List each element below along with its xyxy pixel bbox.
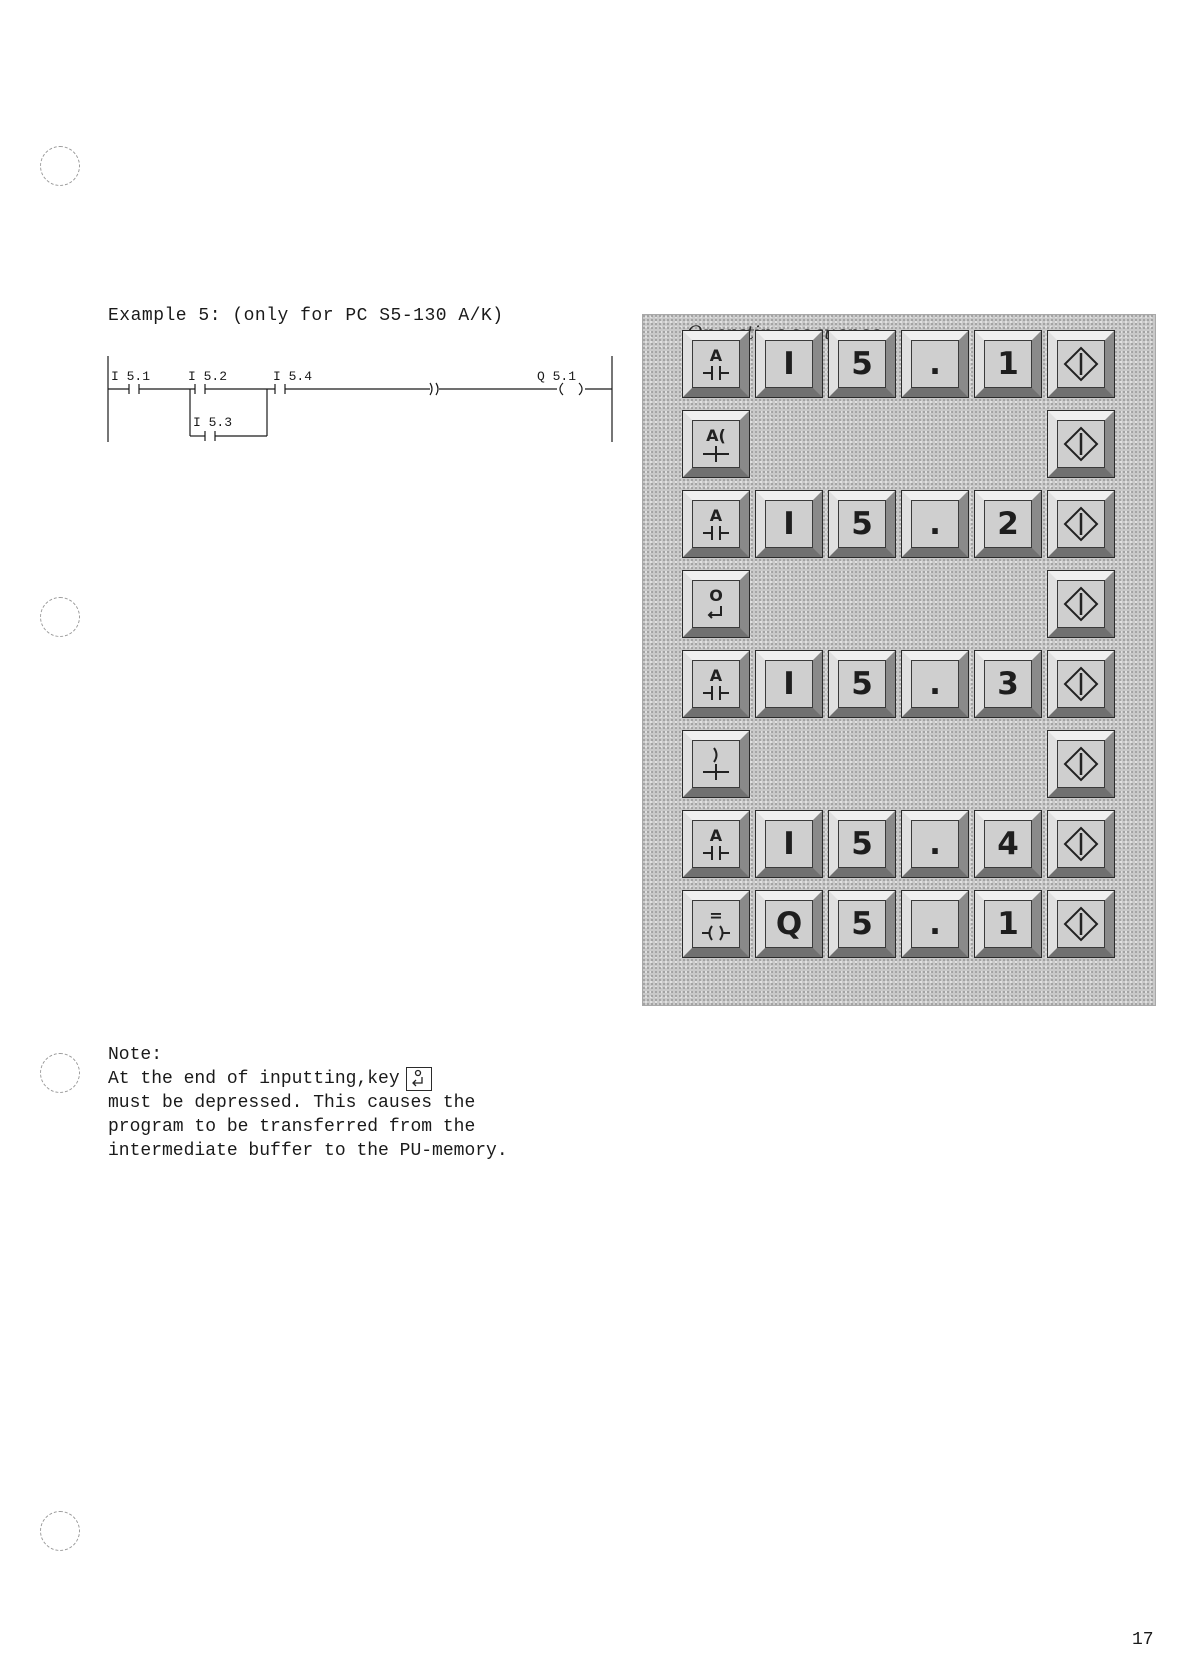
key-label: .	[911, 900, 959, 948]
key-label: I	[765, 660, 813, 708]
punch-hole	[40, 597, 80, 637]
key-row	[683, 731, 1123, 799]
note	[108, 1043, 508, 1163]
input-key[interactable]	[975, 811, 1041, 877]
operation-key[interactable]	[683, 491, 749, 557]
key-label: 4	[984, 820, 1032, 868]
key-row	[683, 651, 1123, 719]
key-label: I	[765, 340, 813, 388]
key-label: 2	[984, 500, 1032, 548]
enter-arrow-icon	[1057, 900, 1105, 948]
enter-key-icon	[406, 1067, 432, 1091]
input-key[interactable]	[756, 891, 822, 957]
key-label: 3	[984, 660, 1032, 708]
enter-key[interactable]	[1048, 731, 1114, 797]
operation-key[interactable]	[683, 651, 749, 717]
punch-hole	[40, 1053, 80, 1093]
enter-key[interactable]	[1048, 811, 1114, 877]
note-line: At the end of inputting,key	[108, 1069, 400, 1089]
operation-key[interactable]	[683, 571, 749, 637]
input-key[interactable]	[756, 491, 822, 557]
svg-text:A: A	[709, 666, 723, 685]
input-key[interactable]	[975, 651, 1041, 717]
punch-hole	[40, 1511, 80, 1551]
input-key[interactable]	[975, 891, 1041, 957]
ladder-diagram	[105, 354, 625, 454]
note-line: program to be transferred from the	[108, 1117, 476, 1137]
key-label: 5	[838, 900, 886, 948]
svg-text:O: O	[709, 586, 723, 605]
enter-key[interactable]	[1048, 491, 1114, 557]
operation-key[interactable]	[683, 331, 749, 397]
input-key[interactable]	[975, 331, 1041, 397]
key-label: .	[911, 500, 959, 548]
key-label: Q	[765, 900, 813, 948]
key-row	[683, 491, 1123, 559]
key-label: 5	[838, 500, 886, 548]
key-label: I	[765, 820, 813, 868]
input-key[interactable]	[902, 891, 968, 957]
contact-label: I 5.2	[188, 369, 228, 384]
input-key[interactable]	[829, 331, 895, 397]
operation-key[interactable]	[683, 891, 749, 957]
punch-hole	[40, 146, 80, 186]
operating-sequence-panel	[642, 314, 1156, 1006]
enter-key[interactable]	[1048, 651, 1114, 717]
key-label: 5	[838, 660, 886, 708]
note-label: Note:	[108, 1045, 163, 1065]
key-row	[683, 811, 1123, 879]
svg-text:A: A	[709, 346, 723, 365]
key-label: 5	[838, 340, 886, 388]
page-number: 17	[1132, 1630, 1154, 1650]
enter-arrow-icon	[1057, 660, 1105, 708]
enter-key[interactable]	[1048, 331, 1114, 397]
key-row	[683, 331, 1123, 399]
contact-label: I 5.3	[193, 415, 233, 430]
svg-text:A: A	[709, 506, 723, 525]
enter-key[interactable]	[1048, 891, 1114, 957]
operation-key[interactable]	[683, 411, 749, 477]
enter-arrow-icon	[1057, 820, 1105, 868]
input-key[interactable]	[829, 811, 895, 877]
input-key[interactable]	[829, 491, 895, 557]
operation-key[interactable]	[683, 811, 749, 877]
input-key[interactable]	[756, 331, 822, 397]
input-key[interactable]	[975, 491, 1041, 557]
enter-arrow-icon	[1057, 500, 1105, 548]
input-key[interactable]	[829, 891, 895, 957]
example-heading: Example 5: (only for PC S5-130 A/K)	[108, 306, 504, 326]
key-row	[683, 411, 1123, 479]
operation-key[interactable]	[683, 731, 749, 797]
svg-text:A(: A(	[706, 426, 726, 445]
input-key[interactable]	[829, 651, 895, 717]
coil-label: Q 5.1	[537, 369, 577, 384]
key-label: .	[911, 820, 959, 868]
input-key[interactable]	[756, 811, 822, 877]
note-line: must be depressed. This causes the	[108, 1093, 476, 1113]
enter-arrow-icon	[1057, 580, 1105, 628]
svg-text:=: =	[709, 906, 723, 925]
enter-arrow-icon	[1057, 340, 1105, 388]
enter-arrow-icon	[1057, 420, 1105, 468]
enter-key[interactable]	[1048, 571, 1114, 637]
contact-label: I 5.4	[273, 369, 313, 384]
key-label: .	[911, 340, 959, 388]
enter-key[interactable]	[1048, 411, 1114, 477]
key-row	[683, 571, 1123, 639]
key-label: 5	[838, 820, 886, 868]
svg-text:A: A	[709, 826, 723, 845]
input-key[interactable]	[902, 331, 968, 397]
input-key[interactable]	[756, 651, 822, 717]
key-label: I	[765, 500, 813, 548]
input-key[interactable]	[902, 491, 968, 557]
input-key[interactable]	[902, 811, 968, 877]
input-key[interactable]	[902, 651, 968, 717]
key-label: 1	[984, 340, 1032, 388]
key-row	[683, 891, 1123, 959]
contact-label: I 5.1	[111, 369, 151, 384]
note-line: intermediate buffer to the PU-memory.	[108, 1141, 508, 1161]
key-label: 1	[984, 900, 1032, 948]
key-label: .	[911, 660, 959, 708]
enter-arrow-icon	[1057, 740, 1105, 788]
